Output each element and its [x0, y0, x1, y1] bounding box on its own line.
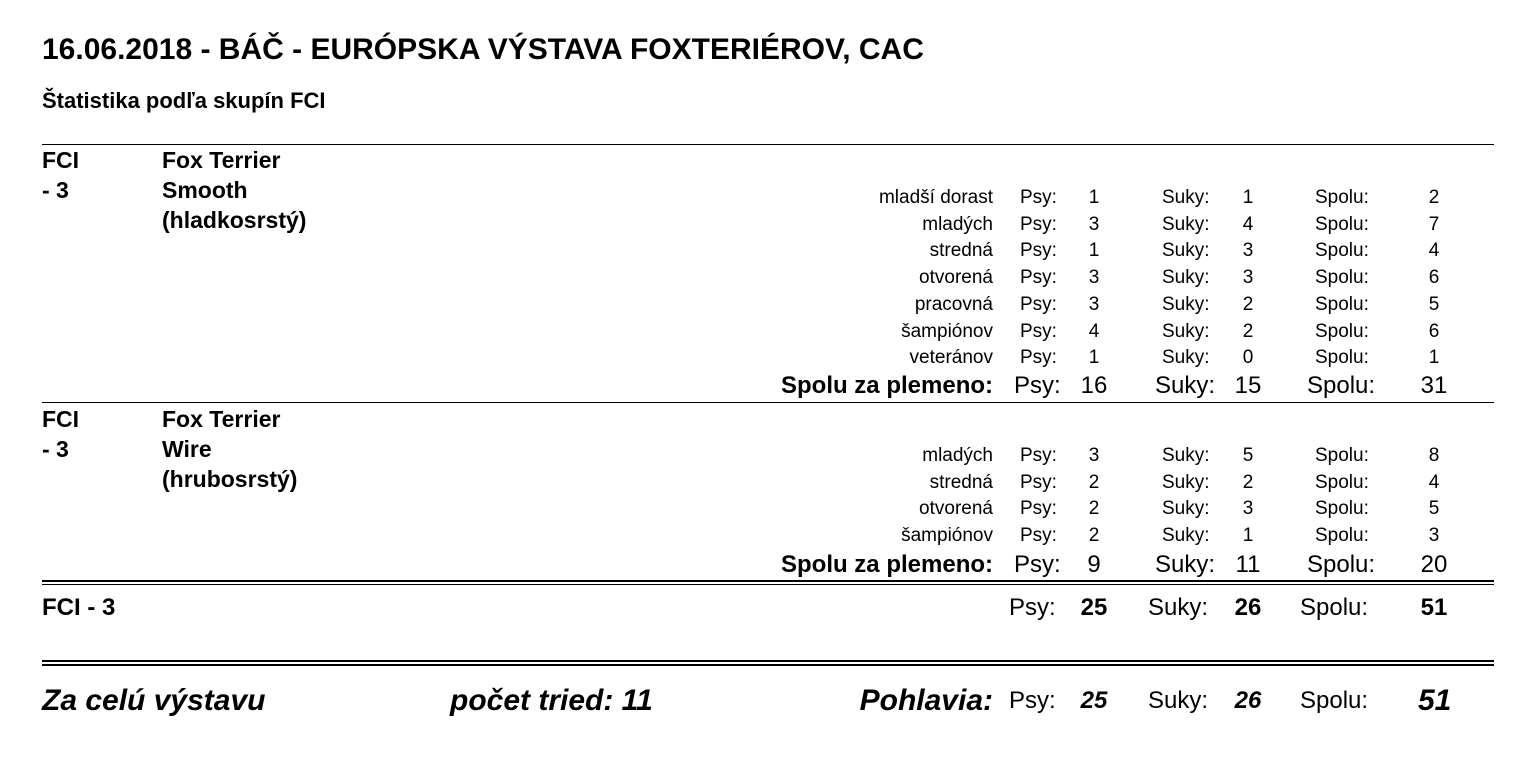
spolu-label: Spolu: [1315, 240, 1369, 262]
suky-value: 1 [1242, 525, 1254, 547]
group-label: FCI - 3 [42, 594, 116, 621]
class-name: pracovná [914, 293, 993, 315]
spolu-value: 7 [1428, 213, 1440, 235]
spolu-value: 8 [1428, 445, 1440, 466]
class-row [0, 344, 1533, 371]
psy-label: Psy: [1020, 471, 1057, 493]
show-total-row [0, 681, 1533, 721]
class-name: mladší dorast [878, 187, 993, 208]
psy-value: 3 [1088, 213, 1100, 235]
suky-label: Suky: [1162, 498, 1210, 520]
psy-value: 1 [1088, 187, 1100, 208]
spolu-label: Spolu: [1315, 320, 1369, 342]
suky-label: Suky: [1162, 525, 1210, 547]
suky-value: 15 [1234, 372, 1262, 399]
psy-value: 25 [1080, 687, 1108, 714]
class-row [0, 291, 1533, 318]
spolu-label: Spolu: [1315, 187, 1369, 208]
suky-label: Suky: [1162, 471, 1210, 493]
breed-name: Fox Terrier Wire (hrubosrstý) [162, 406, 298, 492]
spolu-label: Spolu: [1315, 471, 1369, 493]
class-name: mladých [922, 445, 993, 466]
spolu-value: 6 [1428, 320, 1440, 342]
class-name: stredná [929, 471, 993, 493]
spolu-value: 31 [1420, 372, 1448, 399]
divider [42, 402, 1494, 403]
psy-label: Psy: [1020, 320, 1057, 342]
spolu-label: Spolu: [1300, 687, 1369, 714]
psy-value: 4 [1088, 320, 1100, 342]
spolu-label: Spolu: [1315, 293, 1369, 315]
class-name: šampiónov [901, 525, 993, 547]
suky-value: 5 [1242, 445, 1254, 466]
class-row [0, 495, 1533, 522]
psy-value: 25 [1080, 594, 1108, 621]
suky-label: Suky: [1162, 320, 1210, 342]
class-row [0, 318, 1533, 345]
spolu-label: Spolu: [1315, 445, 1369, 466]
psy-value: 3 [1088, 267, 1100, 289]
class-name: mladých [922, 213, 993, 235]
psy-value: 2 [1088, 471, 1100, 493]
breed-total-row [0, 370, 1533, 402]
psy-label: Psy: [1020, 498, 1057, 520]
class-name: otvorená [919, 267, 993, 289]
spolu-value: 6 [1428, 267, 1440, 289]
spolu-value: 3 [1428, 525, 1440, 547]
psy-value: 16 [1080, 372, 1108, 399]
class-row [0, 264, 1533, 291]
suky-label: Suky: [1162, 445, 1210, 466]
page-subtitle: Štatistika podľa skupín FCI [42, 88, 326, 113]
suky-value: 2 [1242, 471, 1254, 493]
suky-value: 3 [1242, 267, 1254, 289]
spolu-label: Spolu: [1315, 267, 1369, 289]
class-name: stredná [929, 240, 993, 262]
psy-label: Psy: [1020, 267, 1057, 289]
suky-value: 26 [1234, 594, 1262, 621]
double-divider [42, 660, 1494, 666]
sexes-label: Pohlavia: [859, 684, 993, 717]
psy-label: Psy: [1020, 525, 1057, 547]
spolu-label: Spolu: [1307, 372, 1376, 399]
spolu-value: 5 [1428, 293, 1440, 315]
psy-label: Psy: [1020, 213, 1057, 235]
spolu-value: 1 [1428, 347, 1440, 369]
breed-name: Fox Terrier Smooth (hladkosrstý) [162, 147, 307, 233]
spolu-label: Spolu: [1315, 213, 1369, 235]
show-total-label: Za celú výstavu [42, 684, 266, 717]
psy-value: 2 [1088, 525, 1100, 547]
suky-value: 4 [1242, 213, 1254, 235]
suky-value: 3 [1242, 240, 1254, 262]
spolu-label: Spolu: [1307, 551, 1376, 578]
breed-total-label: Spolu za plemeno: [780, 372, 993, 399]
suky-value: 2 [1242, 320, 1254, 342]
breed-group: FCI - 3 [42, 406, 80, 462]
psy-value: 1 [1088, 347, 1100, 369]
suky-label: Suky: [1162, 293, 1210, 315]
class-name: veteránov [909, 347, 993, 369]
class-row [0, 211, 1533, 238]
suky-label: Suky: [1162, 187, 1210, 208]
breed-total-row [0, 549, 1533, 581]
psy-label: Psy: [1009, 687, 1056, 714]
class-name: otvorená [919, 498, 993, 520]
suky-value: 2 [1242, 293, 1254, 315]
spolu-value: 51 [1420, 594, 1448, 621]
suky-value: 0 [1242, 347, 1254, 369]
suky-value: 3 [1242, 498, 1254, 520]
suky-value: 26 [1234, 687, 1262, 714]
psy-label: Psy: [1020, 347, 1057, 369]
spolu-value: 4 [1428, 471, 1440, 493]
psy-label: Psy: [1020, 240, 1057, 262]
spolu-value: 5 [1428, 498, 1440, 520]
spolu-label: Spolu: [1315, 525, 1369, 547]
class-count: počet tried: 11 [450, 684, 653, 717]
psy-label: Psy: [1020, 293, 1057, 315]
psy-label: Psy: [1009, 594, 1056, 621]
class-row [0, 469, 1533, 496]
class-row [0, 522, 1533, 549]
spolu-label: Spolu: [1315, 498, 1369, 520]
psy-value: 1 [1088, 240, 1100, 262]
psy-value: 9 [1087, 551, 1101, 578]
class-row [0, 184, 1533, 211]
class-name: šampiónov [901, 320, 993, 342]
suky-value: 1 [1242, 187, 1254, 208]
class-row [0, 442, 1533, 469]
suky-label: Suky: [1162, 213, 1210, 235]
psy-label: Psy: [1014, 372, 1061, 399]
class-row [0, 237, 1533, 264]
spolu-value: 51 [1418, 684, 1452, 717]
psy-value: 2 [1088, 498, 1100, 520]
spolu-label: Spolu: [1315, 347, 1369, 369]
breed-group: FCI - 3 [42, 147, 80, 203]
spolu-value: 2 [1428, 187, 1440, 208]
double-divider [42, 580, 1494, 585]
psy-label: Psy: [1014, 551, 1061, 578]
breed-total-label: Spolu za plemeno: [780, 551, 993, 578]
spolu-value: 20 [1420, 551, 1448, 578]
suky-label: Suky: [1155, 551, 1216, 578]
page-title: 16.06.2018 - BÁČ - EURÓPSKA VÝSTAVA FOXTERIÉROV, CAC [42, 33, 924, 66]
spolu-value: 4 [1428, 240, 1440, 262]
psy-label: Psy: [1020, 445, 1057, 466]
suky-label: Suky: [1162, 347, 1210, 369]
psy-value: 3 [1088, 445, 1100, 466]
suky-label: Suky: [1162, 240, 1210, 262]
group-total-row [0, 591, 1533, 625]
spolu-label: Spolu: [1300, 594, 1369, 621]
suky-label: Suky: [1155, 372, 1216, 399]
suky-label: Suky: [1148, 594, 1209, 621]
suky-label: Suky: [1148, 687, 1209, 714]
suky-value: 11 [1235, 551, 1261, 578]
suky-label: Suky: [1162, 267, 1210, 289]
psy-value: 3 [1088, 293, 1100, 315]
psy-label: Psy: [1020, 187, 1057, 208]
